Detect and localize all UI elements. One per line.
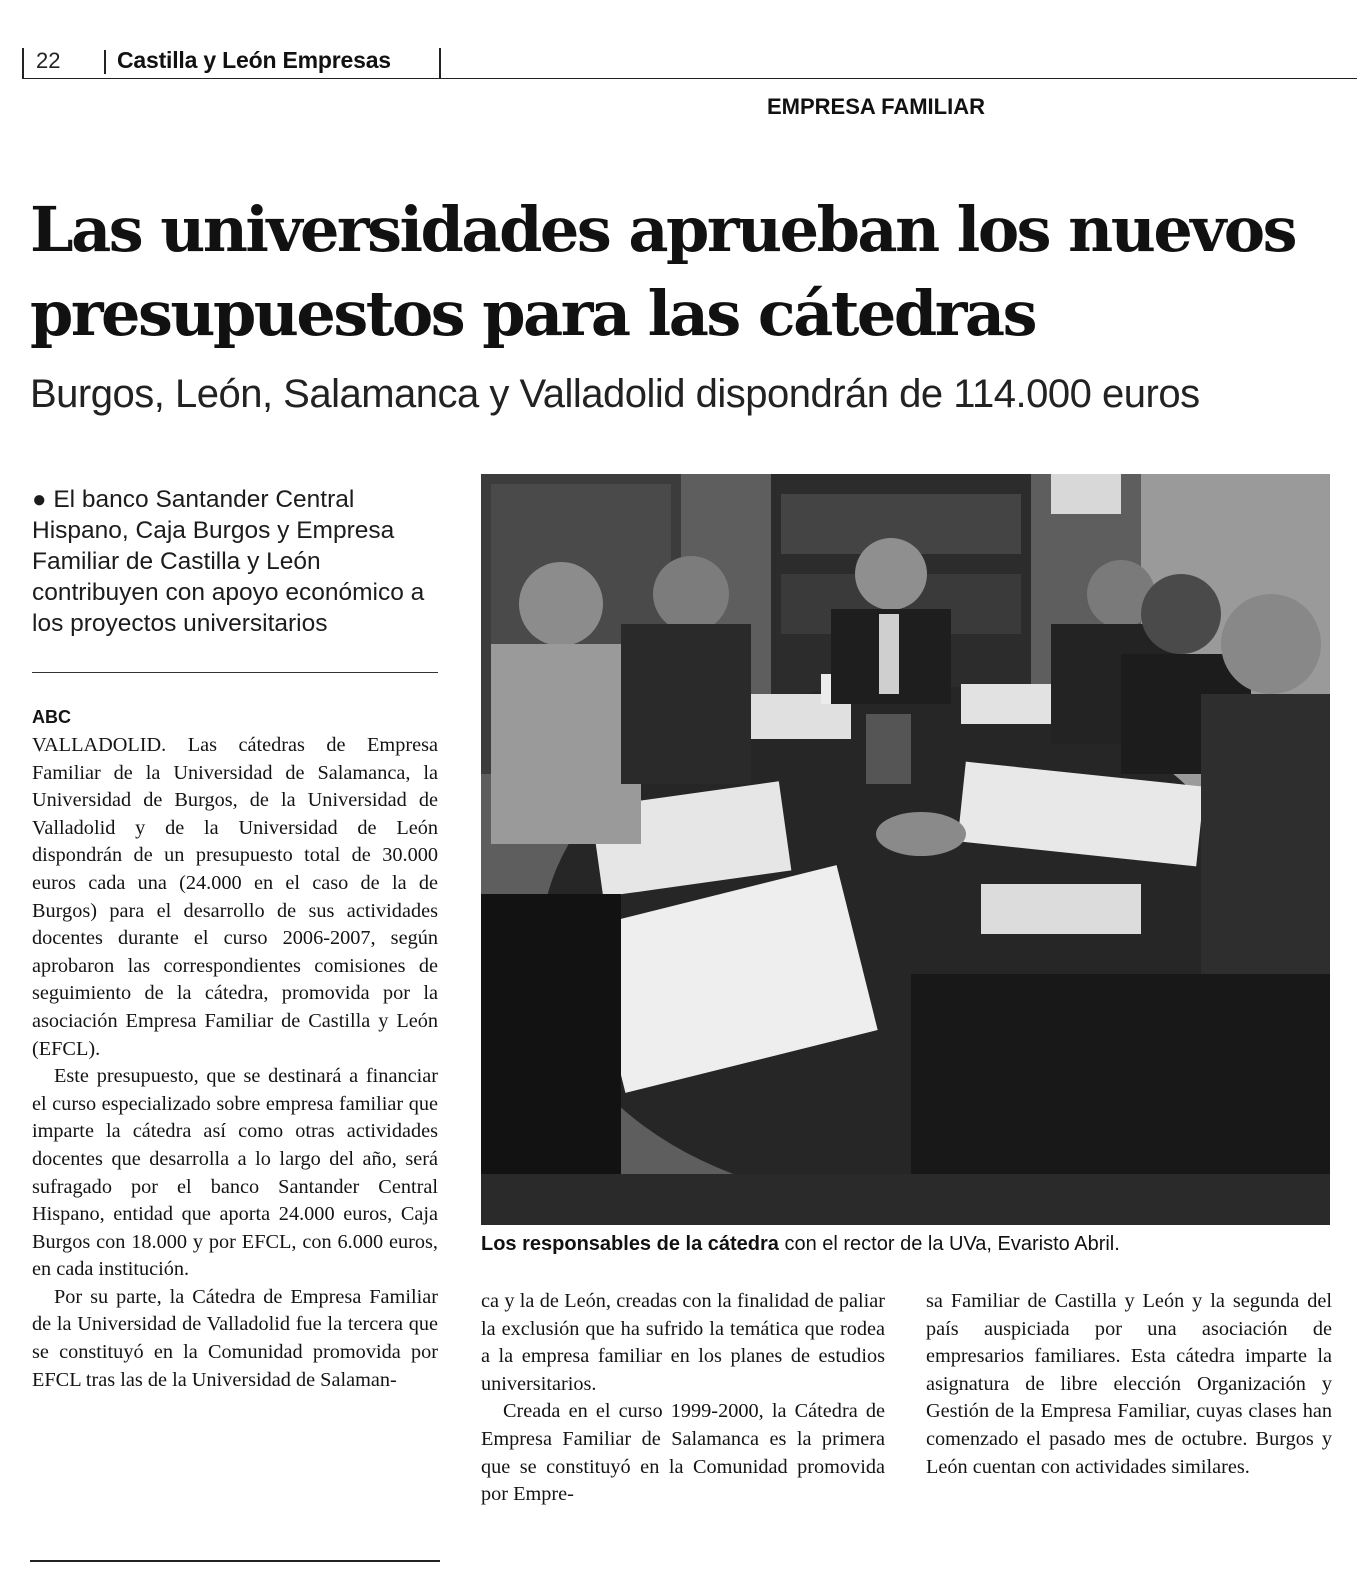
- subheadline: Burgos, León, Salamanca y Valladolid dispondrán de 114.000 euros: [30, 372, 1200, 416]
- article-paragraph-3-end: ca y la de León, creadas con la finalidad de paliar la exclusión que ha sufrido la temática que rodea a la empresa familiar en los planes de estudios universitarios.: [481, 1290, 885, 1395]
- article-column-2: [481, 1288, 885, 1509]
- bullet-icon: ●: [32, 486, 47, 513]
- headline: [30, 188, 1350, 356]
- photo-caption-rest: con el rector de la UVa, Evaristo Abril.: [784, 1233, 1120, 1255]
- photo-caption: [481, 1233, 1341, 1256]
- article-paragraph-4-end: sa Familiar de Castilla y León y la segunda del país auspiciada por una asociación de empresarios familiares. Esta cátedra imparte la asignatura de libre elección Organización y Gestión de la Empresa Familiar, cuyas clases han comenzado el pasado mes de octubre. Burgos y León cuentan con actividades similares.: [926, 1290, 1332, 1478]
- section-kicker: EMPRESA FAMILIAR: [767, 94, 985, 119]
- header-left-rule: [22, 48, 24, 78]
- header-right-rule: [439, 48, 441, 78]
- article-paragraph-3-start: Por su parte, la Cátedra de Empresa Familiar de la Universidad de Valladolid fue la tercera que se constituyó en la Comunidad promovida por EFCL tras las de la Universidad de Salaman-: [32, 1285, 438, 1391]
- photo-caption-strong: Los responsables de la cátedra: [481, 1233, 779, 1255]
- footer-rule: [30, 1560, 440, 1562]
- section-name: Castilla y León Empresas: [117, 47, 391, 73]
- page-number: 22: [36, 48, 61, 73]
- article-column-1: [32, 732, 438, 1394]
- article-photo: [481, 474, 1330, 1225]
- byline: ABC: [32, 707, 71, 727]
- headline-line-2: presupuestos para las cátedras: [30, 277, 1035, 350]
- article-paragraph-2: Este presupuesto, que se destinará a financiar el curso especializado sobre empresa familiar que imparte la cátedra así como otras actividades docentes que desarrolla a lo largo del año, será sufragado por el banco Santander Central Hispano, entidad que aporta 24.000 euros, Caja Burgos con 18.000 y por EFCL, con 6.000 euros, en cada institución.: [32, 1065, 438, 1281]
- article-paragraph-1: VALLADOLID. Las cátedras de Empresa Familiar de la Universidad de Salamanca, la Universidad de Burgos, de la Universidad de Valladolid y de la Universidad de León dispondrán de un presupuesto total de 30.000 euros cada una (24.000 en el caso de la de Burgos) para el desarrollo de sus actividades docentes durante el curso 2006-2007, según aprobaron las correspondientes comisiones de seguimiento de la cátedra, promovida por la asociación Empresa Familiar de Castilla y León (EFCL).: [32, 734, 438, 1060]
- page-header: [22, 42, 1357, 79]
- summary-text: El banco Santander Central Hispano, Caja Burgos y Empresa Familiar de Castilla y León contribuyen con apoyo económico a los proyectos universitarios: [32, 486, 425, 637]
- article-paragraph-4-start: Creada en el curso 1999-2000, la Cátedra de Empresa Familiar de Salamanca es la primera que se constituyó en la Comunidad promovida por Empre-: [481, 1400, 885, 1506]
- summary-divider: [32, 672, 438, 673]
- article-column-3: [926, 1288, 1332, 1481]
- summary-bullet: [32, 484, 438, 639]
- headline-line-1: Las universidades aprueban los nuevos: [30, 193, 1296, 266]
- header-separator: [104, 50, 106, 74]
- meeting-photo-illustration: [481, 474, 1330, 1225]
